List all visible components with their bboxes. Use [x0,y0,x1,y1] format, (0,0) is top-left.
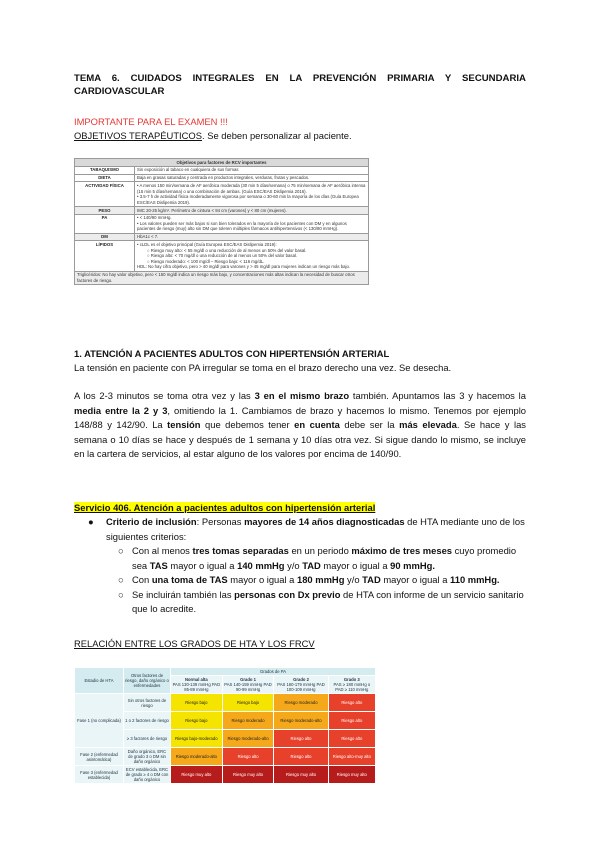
text-run: tensión [167,419,201,430]
list-item: • cLDL es el objetivo principal (Guía Europea ESC/EAS Dislipemia 2019): [137,242,277,248]
text-run: en un periodo [288,545,352,556]
risk-cell: Riesgo alto [328,730,375,748]
service-heading: Servicio 406. Atención a pacientes adultos con hipertensión arterial [74,502,376,513]
risk-cell: Riesgo muy alto [328,766,375,784]
text-run: cuyo promedio sea [132,545,517,571]
text-run: Con al menos [132,545,193,556]
factor-cell: Daño orgánico, ERC de grado 3 o DM sin daño orgánico [124,748,171,766]
grade-header: Normal alta PAS 130-139 mmHg PAD 85-89 mmHg [171,676,223,694]
objectives-rest: . Se deben personalizar al paciente. [201,130,352,141]
table-row [75,694,376,712]
page-title-line2: CARDIOVASCULAR [74,86,165,97]
text-run: , omitiendo la 1. Cambiamos de brazo y hacemos lo mismo. Tenemos por ejemplo 148/88 y 142/90. La [74,404,526,430]
risk-cell: Riesgo alto [328,694,375,712]
risk-cell: Riesgo muy alto [274,766,328,784]
factor-cell: Sin otros factores de riesgo [124,694,171,712]
text-run: mayor o igual a [227,574,297,585]
relation-heading: RELACIÓN ENTRE LOS GRADOS DE HTA Y LOS FRCV [74,638,315,649]
list-item: ○ Riesgo muy alto: < 55 mg/dl o una reducción de al menos un 50% del valor basal. [147,247,307,253]
stage-cell: Fase 3 (enfermedad establecida) [75,766,124,784]
exam-note: IMPORTANTE PARA EL EXAMEN !!! [74,116,228,127]
paragraph-2 [74,389,526,462]
risk-cell: Riesgo moderado [274,694,328,712]
text-run: más elevada [399,419,457,430]
list-item: • 3.5-7 h de actividad física moderadamente vigorosa por semana o 30-60 min la mayoría de los días (Guía Europea ESC/EAS Dislipemia 2019). [137,194,359,205]
bullet-circle: ○ [118,545,124,556]
row-items [135,241,369,271]
criteria-item [132,588,526,617]
text-run: TAD [302,559,321,571]
paragraph-1: La tensión en paciente con PA irregular se toma en el brazo derecho una vez. Se desecha. [74,362,452,373]
stage-cell: Fase 2 (enfermedad asintomática) [75,748,124,766]
risk-cell: Riesgo moderado-alto [171,748,223,766]
row-label: TABAQUISMO [75,166,135,174]
text-run: 90 mmHg. [390,559,435,571]
grade-header: Grado 1 PAS 140-159 mmHg PAD 90-99 mmHg [222,676,274,694]
risk-cell: Riesgo muy alto [222,766,274,784]
list-item: • < 140/90 mmHg. [137,215,172,221]
text-run: debe ser la [339,419,400,430]
row-label: LÍPIDOS [75,241,135,271]
hdl-note: HDL: No hay cifra objetivo, pero > 40 mg/dl para varones y > 45 mg/dl para mujeres indican un riesgo más bajo. [137,264,351,270]
list-item: ○ Riesgo alto: < 70 mg/dl o una reducción de al menos un 50% del valor basal. [147,253,298,259]
text-run: y/o [344,574,363,585]
row-label: PA [75,214,135,233]
trig-note: Triglicéridos: No hay valor objetivo, pero < 150 mg/dl indica un riesgo más bajo, y concentraciones más altas indican la necesidad de buscar otros factores de riesgo. [75,271,369,284]
risk-table [74,667,376,784]
risk-cell: Riesgo alto [274,730,328,748]
row-items [135,214,369,233]
objectives-heading: OBJETIVOS TERAPÉUTICOS [74,130,202,141]
row-text: Baja en grasas saturadas y centrada en productos integrales, verduras, frutas y pescados. [135,174,369,182]
risk-cell: Riesgo bajo [171,694,223,712]
text-run: mayores de 14 años diagnosticadas [244,516,405,527]
text-run: 140 mmHg [237,559,285,571]
row-text: HbA1c < 7. [135,233,369,241]
row-label: DM [75,233,135,241]
row-label: ACTIVIDAD FÍSICA [75,182,135,207]
risk-cell: Riesgo moderado-alto [274,712,328,730]
risk-cell: Riesgo muy alto [171,766,223,784]
risk-cell: Riesgo alto [222,748,274,766]
col-stage: Estadio de HTA [75,668,124,694]
grade-header: Grado 3 PAS ≥ 180 mmHg o PAD ≥ 110 mmHg [328,676,375,694]
row-text: Sin exposición al tabaco en cualquiera de sus formas [135,166,369,174]
text-run: TAD [362,574,381,585]
risk-cell: Riesgo bajo-moderado [171,730,223,748]
col-factors: Otros factores de riesgo, daño orgánico o enfermedades [124,668,171,694]
bullet-circle: ○ [118,588,124,600]
row-items [135,182,369,207]
text-run: . Se hace y las semana o 10 días se hace y después de 1 semana y 10 días otra vez. Si sigue dando lo mismo, se incluye en la cartera de servicios, al estar alguno de los valores por encima de 140/90. [74,419,526,459]
section-heading: 1. ATENCIÓN A PACIENTES ADULTOS CON HIPERTENSIÓN ARTERIAL [74,348,390,359]
text-run: que debemos tener [200,419,295,430]
text-run: en cuenta [294,419,340,430]
list-item: • Los valores pueden ser más bajos si son bien tolerados en la mayoría de los pacientes con DM y en algunos pacientes de riesgo (muy) alto sin DM que toleren múltiples fármacos antihipertensivos (< 130/80 mmHg). [137,220,347,232]
text-run: : Personas [196,516,245,527]
criteria-item [132,544,526,573]
risk-cell: Riesgo moderado-alto [222,730,274,748]
text-run: 180 mmHg [297,574,345,585]
list-item: ○ Riesgo moderado: < 100 mg/dl – Riesgo bajo: < 116 mg/dL. [147,258,265,264]
col-group: Grados de PA [171,668,376,676]
risk-cell: Riesgo alto-muy alto [328,748,375,766]
text-run: mayor o igual a [380,574,451,585]
text-run: Criterio de inclusión [106,516,197,527]
text-run: Se incluirán también las [132,588,235,600]
text-run: TAS [149,559,168,571]
row-text: IMC 20-25 kg/m². Perímetro de cintura < 94 cm (varones) y < 80 cm (mujeres). [135,206,369,214]
row-label: PESO [75,206,135,214]
text-run: máximo de tres meses [351,545,452,556]
table-row [75,748,376,766]
inclusion-criteria [88,515,526,617]
criteria-text [106,515,526,544]
factor-cell: ≥ 3 factores de riesgo [124,730,171,748]
text-run: 110 mmHg. [450,574,500,585]
text-run: media entre la 2 y 3 [74,404,168,416]
table-row [75,766,376,784]
objectives-line [74,129,352,144]
text-run: y/o [284,559,303,571]
text-run: una toma de TAS [151,574,228,585]
text-run: personas con Dx previo [234,588,341,600]
bullet-circle: ○ [118,574,124,585]
text-run: mayor o igual a [320,559,391,571]
text-run: A los 2-3 minutos se toma otra vez y las [74,390,255,401]
text-run: Con [132,574,152,585]
grade-header: Grado 2 PAS 160-179 mmHg PAD 100-109 mmHg [274,676,328,694]
text-run: de HTA mediante uno de los siguientes criterios: [106,516,525,542]
objectives-table-header: Objetivos para factores de RCV importantes [75,159,369,167]
bullet-dot: ● [88,516,94,527]
objectives-table [74,158,369,285]
text-run: de HTA con informe de un servicio sanitario que lo acredite. [132,588,524,614]
criteria-item [132,573,526,588]
stage-cell: Fase 1 (no complicada) [75,694,124,748]
risk-cell: Riesgo alto [328,712,375,730]
text-run: 3 en el mismo brazo [254,390,350,401]
risk-cell: Riesgo moderado [222,712,274,730]
risk-cell: Riesgo alto [274,748,328,766]
row-label: DIETA [75,174,135,182]
text-run: también. Apuntamos las 3 y hacemos la [349,390,526,401]
risk-cell: Riesgo bajo [171,712,223,730]
text-run: tres tomas separadas [192,545,289,556]
factor-cell: ECV establecida, ERC de grado ≥ 4 o DM con daño orgánico [124,766,171,784]
risk-cell: Riesgo bajo [222,694,274,712]
text-run: mayor o igual a [167,559,238,571]
list-item: • A menos 150 min/semana de AF aeróbica moderada (30 min 5 días/semana) o 75 min/semana de AF aeróbica intensa (15 min 5 días/semana) o una combinación de ambas. (Guía ESC/EAS Dislipemia 2016). [137,182,366,194]
factor-cell: 1 o 2 factores de riesgo [124,712,171,730]
page-title: TEMA 6. CUIDADOS INTEGRALES EN LA PREVENCIÓN PRIMARIA Y SECUNDARIA [74,73,526,84]
